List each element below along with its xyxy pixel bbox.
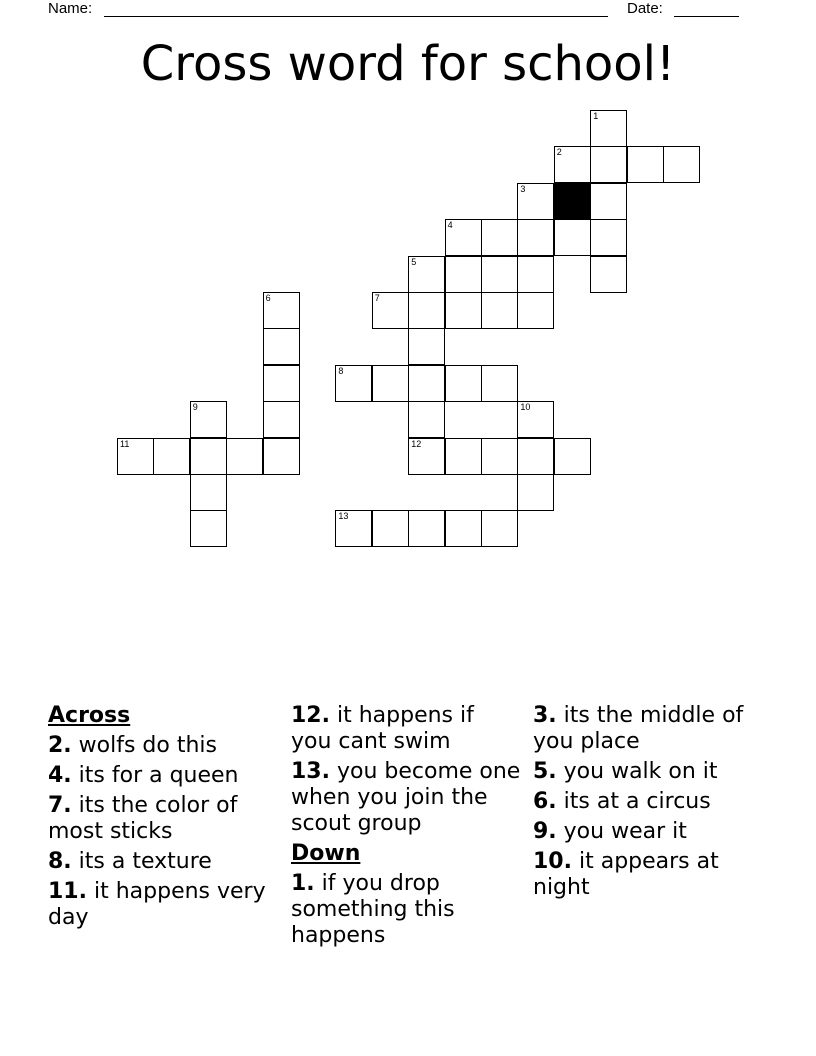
clue-number: 2. [48, 733, 72, 758]
crossword-cell[interactable] [481, 219, 518, 256]
crossword-cell[interactable] [190, 474, 227, 511]
date-label: Date: [627, 0, 663, 17]
crossword-cell[interactable] [372, 292, 409, 329]
clue-number: 4. [48, 763, 72, 788]
clue-across-8 [48, 849, 278, 875]
cell-number: 11 [120, 438, 130, 449]
clue-number: 10. [533, 849, 572, 874]
page-title: Cross word for school! [140, 36, 676, 92]
clue-across-13 [291, 759, 521, 837]
clue-down-10 [533, 849, 763, 901]
clue-column-2 [291, 703, 521, 953]
crossword-cell[interactable] [445, 510, 482, 547]
black-square [554, 183, 591, 220]
clue-column-1 [48, 703, 278, 935]
clue-down-3 [533, 703, 763, 755]
clue-number: 11. [48, 879, 87, 904]
crossword-cell[interactable] [445, 292, 482, 329]
crossword-cell[interactable] [590, 256, 627, 293]
cell-number: 6 [265, 293, 271, 303]
cell-number: 8 [338, 365, 344, 376]
crossword-cell[interactable] [517, 438, 554, 475]
crossword-cell[interactable] [590, 219, 627, 256]
crossword-cell[interactable] [517, 183, 554, 220]
crossword-cell[interactable] [445, 365, 482, 402]
clue-down-5 [533, 759, 763, 785]
crossword-cell[interactable] [554, 438, 591, 475]
crossword-cell[interactable] [517, 292, 554, 329]
clue-across-11 [48, 879, 278, 931]
crossword-cell[interactable] [153, 438, 190, 475]
crossword-cell[interactable] [481, 256, 518, 293]
crossword-cell[interactable] [408, 401, 445, 438]
crossword-cell[interactable] [627, 146, 664, 183]
clue-across-2 [48, 733, 278, 759]
clue-number: 5. [533, 759, 557, 784]
crossword-cell[interactable] [408, 510, 445, 547]
clue-text: it happens very day [48, 879, 266, 930]
crossword-cell[interactable] [408, 438, 445, 475]
clue-text: you become one when you join the scout group [291, 759, 521, 836]
clue-across-7 [48, 793, 278, 845]
clue-text: wolfs do this [71, 733, 217, 758]
crossword-cell[interactable] [554, 219, 591, 256]
crossword-cell[interactable] [445, 256, 482, 293]
clue-down-6 [533, 789, 763, 815]
crossword-cell[interactable] [335, 365, 372, 402]
crossword-cell[interactable] [408, 328, 445, 365]
crossword-cell[interactable] [190, 510, 227, 547]
crossword-cell[interactable] [372, 510, 409, 547]
clue-number: 1. [291, 871, 315, 896]
clue-number: 8. [48, 849, 72, 874]
cell-number: 7 [374, 293, 380, 303]
cell-number: 2 [556, 147, 562, 158]
cell-number: 10 [520, 402, 531, 413]
crossword-cell[interactable] [408, 256, 445, 293]
crossword-cell[interactable] [190, 401, 227, 438]
cell-number: 13 [338, 511, 349, 522]
crossword-cell[interactable] [517, 474, 554, 511]
crossword-cell[interactable] [590, 110, 627, 147]
crossword-cell[interactable] [372, 365, 409, 402]
cell-number: 5 [411, 256, 417, 267]
clue-text: its the middle of you place [533, 703, 744, 754]
clue-down-9 [533, 819, 763, 845]
crossword-cell[interactable] [590, 183, 627, 220]
clue-text: its for a queen [71, 763, 239, 788]
crossword-cell[interactable] [190, 438, 227, 475]
down-heading: Down [291, 841, 361, 866]
crossword-cell[interactable] [445, 219, 482, 256]
crossword-cell[interactable] [263, 438, 300, 475]
across-heading: Across [48, 703, 131, 728]
cell-number: 1 [593, 111, 599, 121]
crossword-cell[interactable] [481, 365, 518, 402]
clue-number: 7. [48, 793, 72, 818]
crossword-cell[interactable] [263, 328, 300, 365]
clue-text: its the color of most sticks [48, 793, 238, 844]
clue-number: 3. [533, 703, 557, 728]
clue-text: it appears at night [533, 849, 719, 900]
clue-down-1 [291, 871, 521, 949]
crossword-cell[interactable] [335, 510, 372, 547]
clue-across-12 [291, 703, 521, 755]
crossword-cell[interactable] [117, 438, 154, 475]
crossword-cell[interactable] [554, 146, 591, 183]
cell-number: 3 [520, 183, 526, 194]
crossword-cell[interactable] [481, 438, 518, 475]
crossword-cell[interactable] [517, 401, 554, 438]
cell-number: 4 [447, 220, 453, 231]
crossword-cell[interactable] [663, 146, 700, 183]
clue-text: you walk on it [556, 759, 718, 784]
clue-number: 13. [291, 759, 330, 784]
crossword-cell[interactable] [263, 401, 300, 438]
name-label: Name: [48, 0, 93, 17]
crossword-cell[interactable] [408, 292, 445, 329]
clue-number: 12. [291, 703, 330, 728]
clue-number: 6. [533, 789, 557, 814]
cell-number: 9 [192, 402, 198, 413]
clue-text: its a texture [71, 849, 212, 874]
clue-text: it happens if you cant swim [291, 703, 474, 754]
crossword-cell[interactable] [517, 219, 554, 256]
crossword-cell[interactable] [445, 438, 482, 475]
crossword-cell[interactable] [590, 146, 627, 183]
cell-number: 12 [411, 438, 422, 449]
crossword-cell[interactable] [263, 292, 300, 329]
clue-text: if you drop something this happens [291, 871, 455, 948]
crossword-cell[interactable] [226, 438, 263, 475]
crossword-cell[interactable] [481, 292, 518, 329]
crossword-cell[interactable] [481, 510, 518, 547]
crossword-cell[interactable] [408, 365, 445, 402]
clue-across-4 [48, 763, 278, 789]
clue-text: you wear it [556, 819, 687, 844]
clue-text: its at a circus [556, 789, 711, 814]
clue-number: 9. [533, 819, 557, 844]
crossword-cell[interactable] [517, 256, 554, 293]
clue-column-3 [533, 703, 763, 905]
crossword-cell[interactable] [263, 365, 300, 402]
